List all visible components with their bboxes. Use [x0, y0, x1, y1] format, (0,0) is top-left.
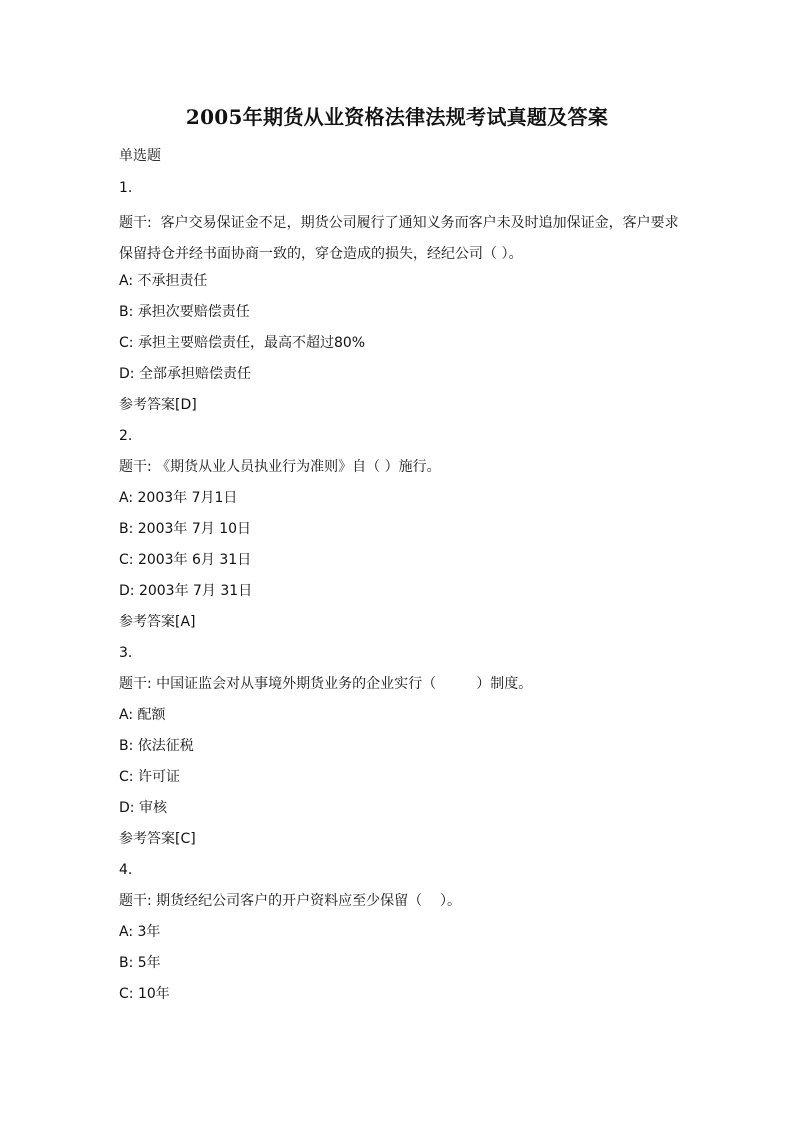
stem-text: 客户交易保证金不足，期货公司履行了通知义务而客户未及时追加保证金，客户要求保留持仓并经书面协商一致的，穿仓造成的损失，经纪公司（ ）。 [119, 215, 679, 262]
stem-text: 期货经纪公司客户的开户资料应至少保留（ ）。 [156, 893, 461, 909]
question-number: 2. [119, 428, 133, 444]
option-d: D: 2003年 7月 31日 [119, 583, 253, 599]
option-c: C: 2003年 6月 31日 [119, 552, 252, 568]
question-3 [119, 642, 679, 859]
stem-label: 题干: [119, 893, 157, 909]
answer-text: 参考答案[D] [119, 397, 197, 413]
option-c: C: 许可证 [119, 769, 180, 785]
question-number: 1. [119, 180, 133, 196]
option-c: C: 承担主要赔偿责任，最高不超过80% [119, 335, 366, 351]
answer-text: 参考答案[C] [119, 831, 196, 847]
stem-text: 《期货从业人员执业行为准则》自（ ）施行。 [156, 459, 441, 475]
stem-label: 题干: [119, 215, 157, 231]
question-1 [119, 177, 679, 425]
stem-label: 题干: [119, 459, 157, 475]
question-4 [119, 859, 679, 1014]
section-heading: 单选题 [119, 148, 161, 164]
option-b: B: 5年 [119, 955, 161, 971]
option-c: C: 10年 [119, 986, 170, 1002]
option-a: A: 2003年 7月1日 [119, 490, 238, 506]
question-stem [119, 890, 679, 921]
question-stem [119, 673, 679, 704]
question-stem [119, 208, 679, 270]
option-b: B: 承担次要赔偿责任 [119, 304, 250, 320]
question-list [119, 177, 679, 1014]
stem-text: 中国证监会对从事境外期货业务的企业实行（ ）制度。 [156, 676, 533, 692]
option-a: A: 不承担责任 [119, 273, 208, 289]
stem-label: 题干: [119, 676, 157, 692]
option-b: B: 2003年 7月 10日 [119, 521, 252, 537]
option-a: A: 配额 [119, 707, 166, 723]
question-number: 3. [119, 645, 133, 661]
document-title: 2005年期货从业资格法律法规考试真题及答案 [185, 105, 609, 129]
question-number: 4. [119, 862, 133, 878]
option-a: A: 3年 [119, 924, 161, 940]
option-d: D: 审核 [119, 800, 167, 816]
option-b: B: 依法征税 [119, 738, 194, 754]
question-stem [119, 456, 679, 487]
option-d: D: 全部承担赔偿责任 [119, 366, 251, 382]
question-2 [119, 425, 679, 642]
answer-text: 参考答案[A] [119, 614, 196, 630]
